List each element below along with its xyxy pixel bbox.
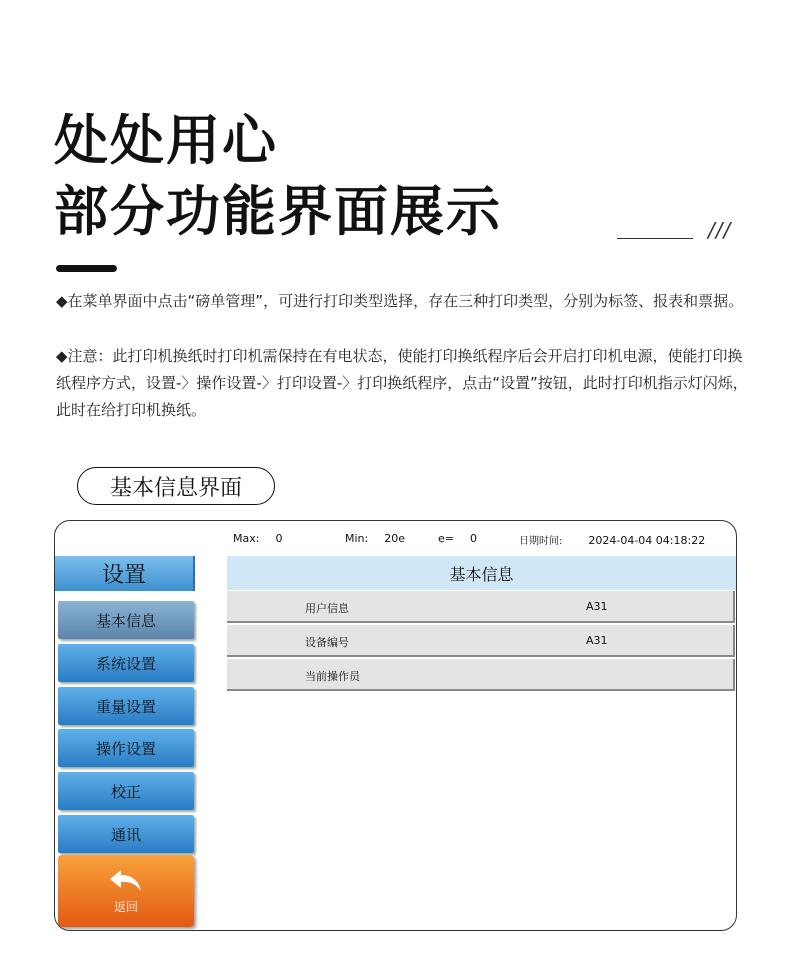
sidebar-item-system-settings[interactable]: 系统设置 xyxy=(58,644,194,682)
description-paragraph-2: ◆注意：此打印机换纸时打印机需保持在有电状态，使能打印换纸程序后会开启打印机电源，使能打印换纸程序方式，设置-〉操作设置-〉打印设置-〉打印换纸程序，点击“设置”按钮，此时打印机指示灯闪烁，此时在给打印机换纸。 xyxy=(56,347,748,419)
info-row-label: 用户信息 xyxy=(305,602,349,615)
page-title-line-2: 部分功能界面展示 xyxy=(54,180,502,243)
status-min xyxy=(345,532,405,545)
info-row-value: A31 xyxy=(586,600,608,613)
info-row-value: A31 xyxy=(586,634,608,647)
info-header: 基本信息 xyxy=(227,556,736,590)
description-paragraph-1: ◆在菜单界面中点击“磅单管理”，可进行打印类型选择，存在三种打印类型，分别为标签、报表和票据。 xyxy=(56,292,744,310)
sidebar-title: 设置 xyxy=(55,556,195,591)
sidebar-item-basic-info[interactable]: 基本信息 xyxy=(58,601,194,639)
info-row-label: 设备编号 xyxy=(305,636,349,649)
status-max-value: 0 xyxy=(275,532,283,545)
status-e xyxy=(438,532,477,545)
info-row-device xyxy=(227,625,735,657)
status-max xyxy=(233,532,282,545)
status-min-label: Min: xyxy=(345,532,369,545)
status-max-label: Max: xyxy=(233,532,260,545)
title-accent-bar xyxy=(56,265,117,272)
info-row-user xyxy=(227,591,735,623)
status-e-label: e= xyxy=(438,532,454,545)
status-min-value: 20e xyxy=(384,532,405,545)
info-row-operator xyxy=(227,659,735,691)
status-e-value: 0 xyxy=(469,532,477,545)
device-screen xyxy=(54,520,737,931)
sidebar-item-weight-settings[interactable]: 重量设置 xyxy=(58,687,194,725)
sidebar-item-calibration[interactable]: 校正 xyxy=(58,772,194,810)
title-decor-line xyxy=(617,238,693,239)
status-datetime-value: 2024-04-04 04:18:22 xyxy=(588,534,706,547)
info-row-label: 当前操作员 xyxy=(305,670,360,683)
section-label: 基本信息界面 xyxy=(77,467,275,505)
sidebar-item-communication[interactable]: 通讯 xyxy=(58,815,194,853)
page-title-line-1: 处处用心 xyxy=(54,109,278,172)
sidebar-item-operation-settings[interactable]: 操作设置 xyxy=(58,729,194,767)
status-datetime xyxy=(519,532,705,547)
back-button[interactable] xyxy=(58,855,194,927)
undo-arrow-icon xyxy=(109,868,143,892)
back-button-label: 返回 xyxy=(113,899,138,914)
status-datetime-label: 日期时间: xyxy=(519,536,563,547)
title-decor-slashes: /// xyxy=(708,218,732,242)
